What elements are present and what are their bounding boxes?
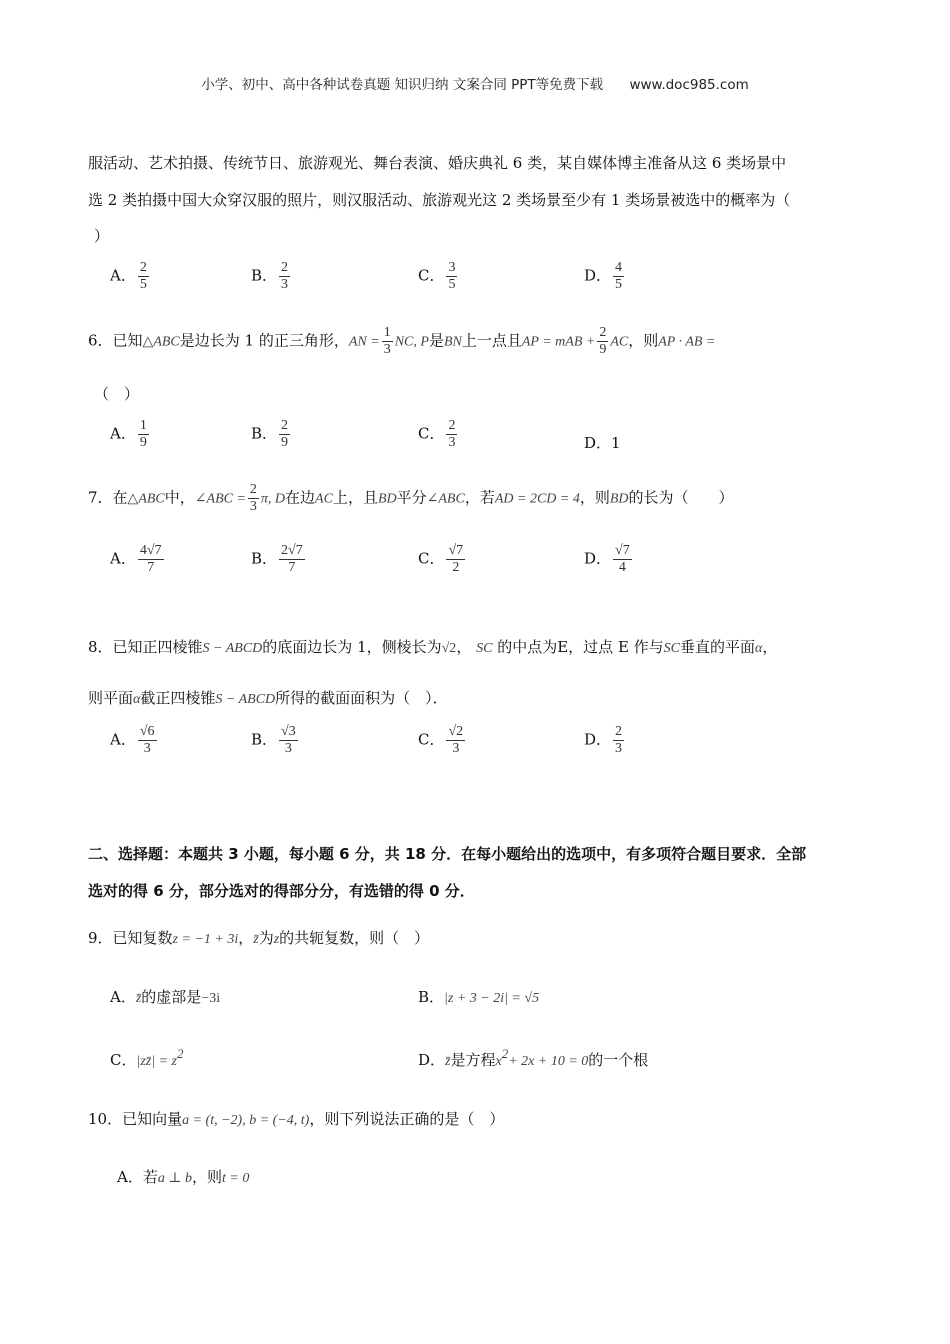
q5-line1: 服活动、艺术拍摄、传统节日、旅游观光、舞台表演、婚庆典礼 6 类，某自媒体博主准备从这 6 类场景中 xyxy=(88,154,787,172)
q6-option-b: B． $\frac{2}{9}$ xyxy=(251,418,289,451)
q7-option-d: D． $\frac{√7}{4}$ xyxy=(584,543,630,576)
q6-stem: 6．已知△ABC是边长为 1 的正三角形，AN = $\frac{1}{3}$ NC, P是BN上一点且AP = mAB + $\frac{2}{9}$ AC，则AP · AB = xyxy=(88,325,716,358)
q9-option-a: A．z̄的虚部是−3i xyxy=(110,988,221,1006)
q7-option-b: B． $\frac{2√7}{7}$ xyxy=(251,543,303,576)
page-header xyxy=(0,73,950,93)
section2-line1: 二、选择题：本题共 3 小题，每小题 6 分，共 18 分．在每小题给出的选项中，有多项符合题目要求．全部 xyxy=(88,845,807,863)
section2-line2: 选对的得 6 分，部分选对的得部分分，有选错的得 0 分． xyxy=(88,882,475,900)
q5-line2: 选 2 类拍摄中国大众穿汉服的照片，则汉服活动、旅游观光这 2 类场景至少有 1 类场景被选中的概率为（ xyxy=(88,191,791,209)
q9-option-c: C．|zz̄| = z2 xyxy=(110,1046,184,1070)
q8-line1: 8．已知正四棱锥S − ABCD的底面边长为 1，侧棱长为√2， SC 的中点为E，过点 E 作与SC垂直的平面α， xyxy=(88,638,778,656)
q5-line3: ） xyxy=(94,227,110,245)
q8-option-b: B． $\frac{√3}{3}$ xyxy=(251,724,296,757)
q8-option-d: D． $\frac{2}{3}$ xyxy=(584,724,623,757)
header-banner: 小学、初中、高中各种试卷真题 知识归纳 文案合同 PPT等免费下载 xyxy=(201,77,604,93)
q6-option-a: A． $\frac{1}{9}$ xyxy=(110,418,147,451)
q9-option-b: B．|z + 3 − 2i| = √5 xyxy=(418,988,540,1006)
q6-option-d: D．1 xyxy=(584,434,621,452)
q8-line2: 则平面α截正四棱锥S − ABCD所得的截面面积为（ ）． xyxy=(88,689,448,707)
q6-paren: （ ） xyxy=(94,385,140,403)
q10-option-a: A．若a ⊥ b，则t = 0 xyxy=(117,1168,250,1186)
q5-option-d: D． $\frac{4}{5}$ xyxy=(584,260,623,293)
q7-stem: 7．在△ABC中，∠ABC = $\frac{2}{3}$ π, D在边AC上，且BD平分∠ABC，若AD = 2CD = 4，则BD的长为（ ） xyxy=(88,482,734,515)
q5-option-b: B． $\frac{2}{3}$ xyxy=(251,260,289,293)
q8-option-a: A． $\frac{√6}{3}$ xyxy=(110,724,155,757)
q10-stem: 10．已知向量a = (t, −2), b = (−4, t)，则下列说法正确的是（ ） xyxy=(88,1110,505,1128)
header-url: www.doc985.com xyxy=(629,77,749,93)
q5-option-c: C． $\frac{3}{5}$ xyxy=(418,260,456,293)
q5-option-a: A． $\frac{2}{5}$ xyxy=(110,260,147,293)
q6-option-c: C． $\frac{2}{3}$ xyxy=(418,418,456,451)
q7-option-c: C． $\frac{√7}{2}$ xyxy=(418,543,464,576)
q8-option-c: C． $\frac{√2}{3}$ xyxy=(418,724,464,757)
q9-option-d: D．z̄是方程x2+ 2x + 10 = 0的一个根 xyxy=(418,1046,649,1070)
q7-option-a: A． $\frac{4√7}{7}$ xyxy=(110,543,162,576)
q9-stem: 9．已知复数z = −1 + 3i，z̄为z的共轭复数，则（ ） xyxy=(88,929,430,947)
